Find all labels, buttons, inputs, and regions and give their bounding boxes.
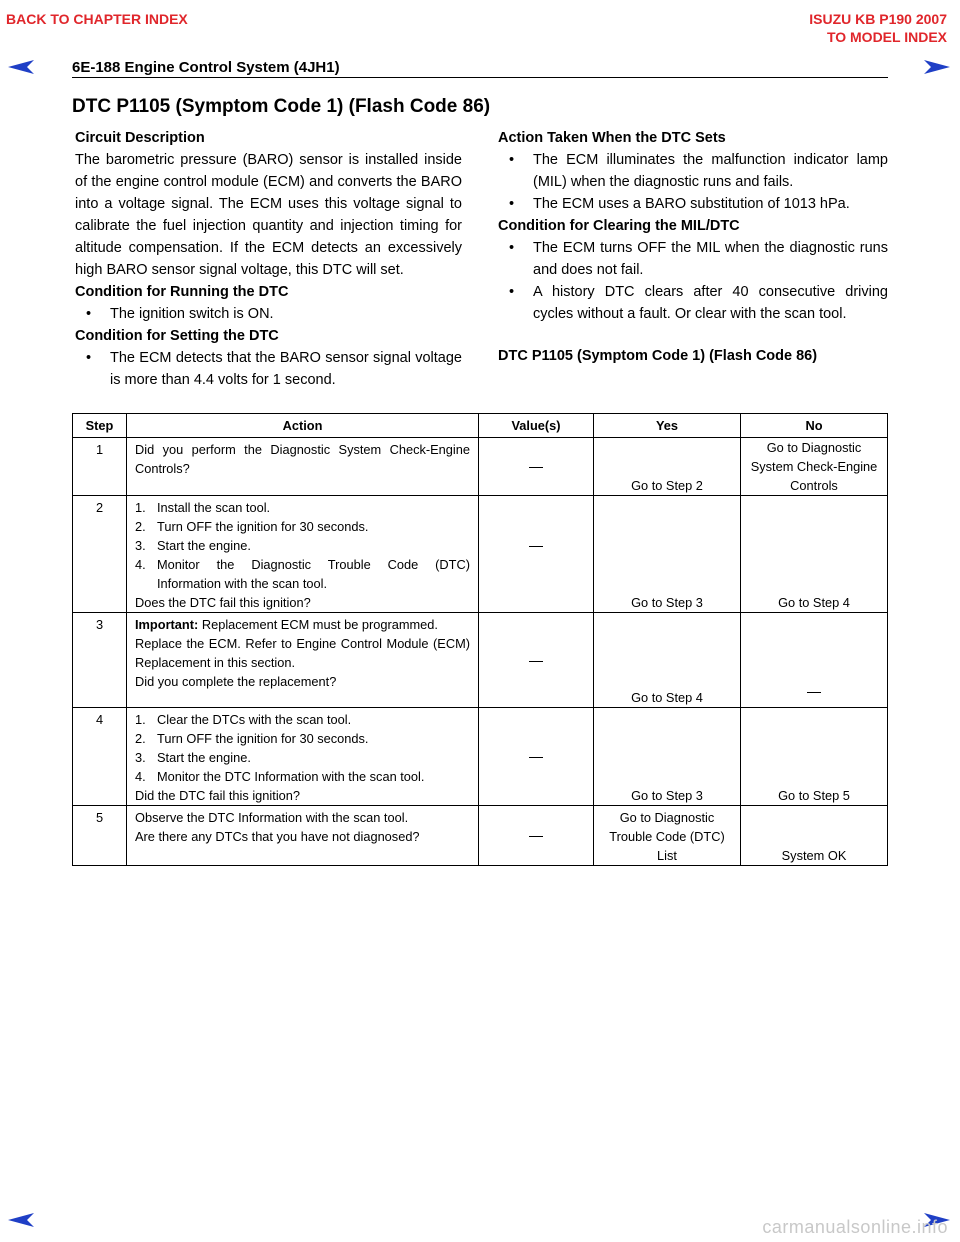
- list-item: 3. Start the engine.: [135, 538, 251, 553]
- not-applicable-dash: [529, 467, 543, 468]
- header-no: No: [741, 414, 888, 438]
- running-header: 6E-188 Engine Control System (4JH1): [72, 59, 340, 76]
- clearing-condition-list: [498, 237, 888, 325]
- step-question: Are there any DTCs that you have not diagnosed?: [135, 829, 420, 844]
- action-taken-heading: Action Taken When the DTC Sets: [498, 130, 726, 146]
- step-value: [479, 438, 594, 496]
- list-item: 1. Install the scan tool.: [135, 500, 271, 515]
- list-item: • The ECM illuminates the malfunction indicator lamp (MIL) when the diagnostic runs and fails.: [498, 149, 888, 193]
- header-rule: [72, 77, 888, 78]
- not-applicable-dash: [529, 546, 543, 547]
- not-applicable-dash: [529, 661, 543, 662]
- list-item: 1. Clear the DTCs with the scan tool.: [135, 712, 352, 727]
- step-number: 3: [73, 613, 127, 708]
- step-action: [127, 806, 479, 866]
- list-item: 4. Monitor the Diagnostic Trouble Code (DTC) Information with the scan tool.: [135, 557, 470, 591]
- list-item: 3. Start the engine.: [135, 750, 251, 765]
- step-action: [127, 496, 479, 613]
- important-note: [135, 615, 470, 634]
- important-text: Replacement ECM must be programmed.: [201, 617, 438, 632]
- step-yes: Go to Step 4: [594, 613, 741, 708]
- table-row: [73, 613, 888, 708]
- watermark: carmanualsonline.info: [762, 1217, 948, 1237]
- list-item: 2. Turn OFF the ignition for 30 seconds.: [135, 519, 369, 534]
- table-row: [73, 496, 888, 613]
- page-title: DTC P1105 (Symptom Code 1) (Flash Code 86): [72, 96, 491, 117]
- step-action-list: [135, 710, 470, 786]
- right-column: [498, 127, 888, 367]
- list-item: • A history DTC clears after 40 consecutive driving cycles without a fault. Or clear with the scan tool.: [498, 281, 888, 325]
- step-number: 1: [73, 438, 127, 496]
- step-action: [127, 613, 479, 708]
- table-header-row: [73, 414, 888, 438]
- list-item: • The ignition switch is ON.: [75, 303, 462, 325]
- list-item: • The ECM detects that the BARO sensor signal voltage is more than 4.4 volts for 1 second.: [75, 347, 462, 391]
- table-caption: DTC P1105 (Symptom Code 1) (Flash Code 86): [498, 348, 818, 364]
- step-no: [741, 613, 888, 708]
- previous-page-icon[interactable]: [8, 60, 34, 74]
- step-number: 5: [73, 806, 127, 866]
- circuit-description-heading: Circuit Description: [75, 130, 205, 146]
- header-yes: Yes: [594, 414, 741, 438]
- step-no: System OK: [741, 806, 888, 866]
- step-yes: Go to Step 3: [594, 708, 741, 806]
- table-row: [73, 806, 888, 866]
- step-question: Did you complete the replacement?: [135, 674, 337, 689]
- step-number: 4: [73, 708, 127, 806]
- diagnostic-table: [72, 413, 888, 866]
- action-taken-list: [498, 149, 888, 215]
- header-step: Step: [73, 414, 127, 438]
- previous-page-icon[interactable]: [8, 1213, 34, 1227]
- step-action-text: Observe the DTC Information with the scan tool.: [135, 810, 409, 825]
- important-label: Important:: [135, 617, 199, 632]
- running-condition-list: [75, 303, 462, 325]
- step-action-text: Replace the ECM. Refer to Engine Control Module (ECM) Replacement in this section.: [135, 636, 470, 670]
- clearing-condition-heading: Condition for Clearing the MIL/DTC: [498, 218, 740, 234]
- header-values: Value(s): [479, 414, 594, 438]
- header-action: Action: [127, 414, 479, 438]
- step-action-list: [135, 498, 470, 593]
- step-action: [127, 708, 479, 806]
- step-action: Did you perform the Diagnostic System Check-Engine Controls?: [127, 438, 479, 496]
- left-column: [75, 127, 462, 391]
- next-page-icon[interactable]: [924, 60, 950, 74]
- setting-condition-heading: Condition for Setting the DTC: [75, 328, 279, 344]
- table-row: [73, 438, 888, 496]
- list-item: • The ECM turns OFF the MIL when the diagnostic runs and does not fail.: [498, 237, 888, 281]
- list-item: 2. Turn OFF the ignition for 30 seconds.: [135, 731, 369, 746]
- back-to-chapter-index-link[interactable]: BACK TO CHAPTER INDEX: [6, 11, 188, 27]
- list-item: 4. Monitor the DTC Information with the scan tool.: [135, 769, 425, 784]
- not-applicable-dash: [529, 836, 543, 837]
- step-no: Go to Step 5: [741, 708, 888, 806]
- not-applicable-dash: [529, 757, 543, 758]
- step-value: [479, 613, 594, 708]
- step-value: [479, 806, 594, 866]
- model-title-link[interactable]: ISUZU KB P190 2007: [809, 11, 947, 27]
- step-value: [479, 496, 594, 613]
- step-yes: Go to Diagnostic Trouble Code (DTC) List: [594, 806, 741, 866]
- not-applicable-dash: [807, 692, 821, 693]
- step-yes: Go to Step 2: [594, 438, 741, 496]
- to-model-index-link[interactable]: TO MODEL INDEX: [826, 29, 947, 45]
- table-row: [73, 708, 888, 806]
- step-no: Go to Diagnostic System Check-Engine Controls: [741, 438, 888, 496]
- step-no: Go to Step 4: [741, 496, 888, 613]
- step-value: [479, 708, 594, 806]
- list-item: • The ECM uses a BARO substitution of 1013 hPa.: [498, 193, 888, 215]
- circuit-description-text: The barometric pressure (BARO) sensor is installed inside of the engine control module (ECM) and converts the BARO into a voltage signal. The ECM uses this voltage signal to calibrate the fuel injection quantity and injection timing for altitude compensation. If the ECM detects an excessively high BARO sensor signal voltage, this DTC will set.: [75, 152, 462, 278]
- step-number: 2: [73, 496, 127, 613]
- setting-condition-list: [75, 347, 462, 391]
- step-question: Did the DTC fail this ignition?: [135, 788, 301, 803]
- step-yes: Go to Step 3: [594, 496, 741, 613]
- running-condition-heading: Condition for Running the DTC: [75, 284, 289, 300]
- step-question: Does the DTC fail this ignition?: [135, 595, 311, 610]
